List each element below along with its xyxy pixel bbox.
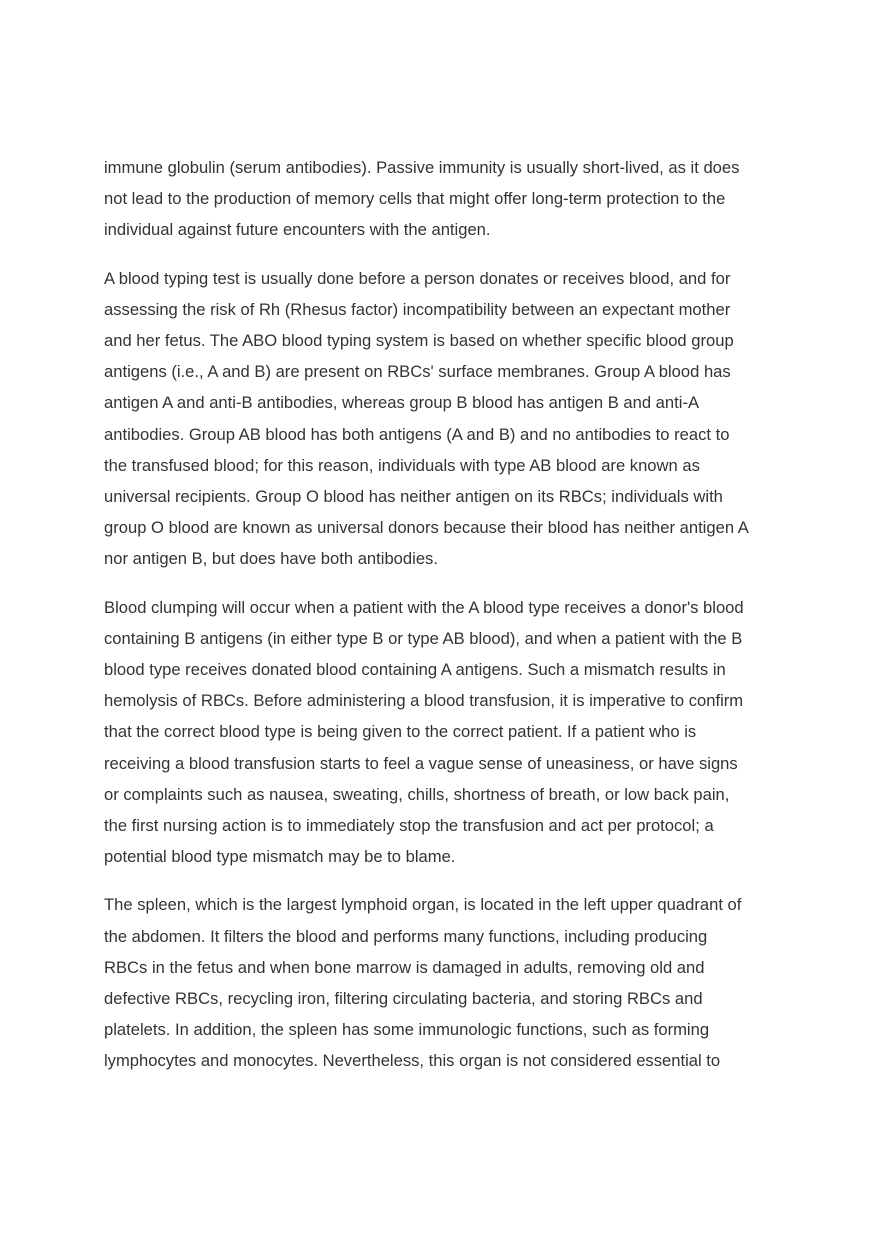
- text-line: lymphocytes and monocytes. Nevertheless, this organ is not considered essential to: [104, 1051, 721, 1071]
- text-line: potential blood type mismatch may be to blame.: [104, 847, 456, 867]
- text-line: the abdomen. It filters the blood and performs many functions, including producing: [104, 926, 708, 946]
- text-line: or complaints such as nausea, sweating, chills, shortness of breath, or low back pain,: [104, 784, 730, 804]
- document-body: [104, 152, 780, 1094]
- text-line: group O blood are known as universal donors because their blood has neither antigen A: [104, 518, 749, 538]
- text-line: universal recipients. Group O blood has neither antigen on its RBCs; individuals with: [104, 487, 723, 507]
- text-line: RBCs in the fetus and when bone marrow is damaged in adults, removing old and: [104, 957, 705, 977]
- text-line: blood type receives donated blood containing A antigens. Such a mismatch results in: [104, 660, 726, 680]
- text-line: assessing the risk of Rh (Rhesus factor) incompatibility between an expectant mother: [104, 299, 731, 319]
- text-line: receiving a blood transfusion starts to feel a vague sense of uneasiness, or have signs: [104, 753, 738, 773]
- text-line: containing B antigens (in either type B or type AB blood), and when a patient with the B: [104, 628, 743, 648]
- paragraph-passive-immunity: [104, 152, 780, 246]
- text-line: antigen A and anti-B antibodies, whereas group B blood has antigen B and anti-A: [104, 393, 700, 413]
- text-line: antibodies. Group AB blood has both antigens (A and B) and no antibodies to react to: [104, 424, 730, 444]
- text-line: the first nursing action is to immediately stop the transfusion and act per protocol; a: [104, 816, 714, 836]
- text-line: hemolysis of RBCs. Before administering a blood transfusion, it is imperative to confirm: [104, 691, 744, 711]
- text-line: The spleen, which is the largest lymphoid organ, is located in the left upper quadrant of: [104, 895, 742, 915]
- text-line: antigens (i.e., A and B) are present on RBCs' surface membranes. Group A blood has: [104, 362, 731, 382]
- text-line: defective RBCs, recycling iron, filtering circulating bacteria, and storing RBCs and: [104, 989, 703, 1009]
- paragraph-spleen: [104, 889, 780, 1076]
- text-line: individual against future encounters with the antigen.: [104, 220, 491, 240]
- text-line: platelets. In addition, the spleen has some immunologic functions, such as forming: [104, 1020, 710, 1040]
- text-line: and her fetus. The ABO blood typing system is based on whether specific blood group: [104, 331, 734, 351]
- text-line: not lead to the production of memory cells that might offer long-term protection to the: [104, 189, 726, 209]
- text-line: the transfused blood; for this reason, individuals with type AB blood are known as: [104, 455, 700, 475]
- paragraph-blood-clumping: [104, 592, 780, 873]
- paragraph-blood-typing: [104, 263, 780, 575]
- text-line: immune globulin (serum antibodies). Passive immunity is usually short-lived, as it does: [104, 158, 740, 177]
- text-line: A blood typing test is usually done before a person donates or receives blood, and for: [104, 268, 731, 288]
- text-line: that the correct blood type is being given to the correct patient. If a patient who is: [104, 722, 697, 742]
- text-line: Blood clumping will occur when a patient with the A blood type receives a donor's blood: [104, 597, 744, 617]
- text-line: nor antigen B, but does have both antibodies.: [104, 549, 438, 569]
